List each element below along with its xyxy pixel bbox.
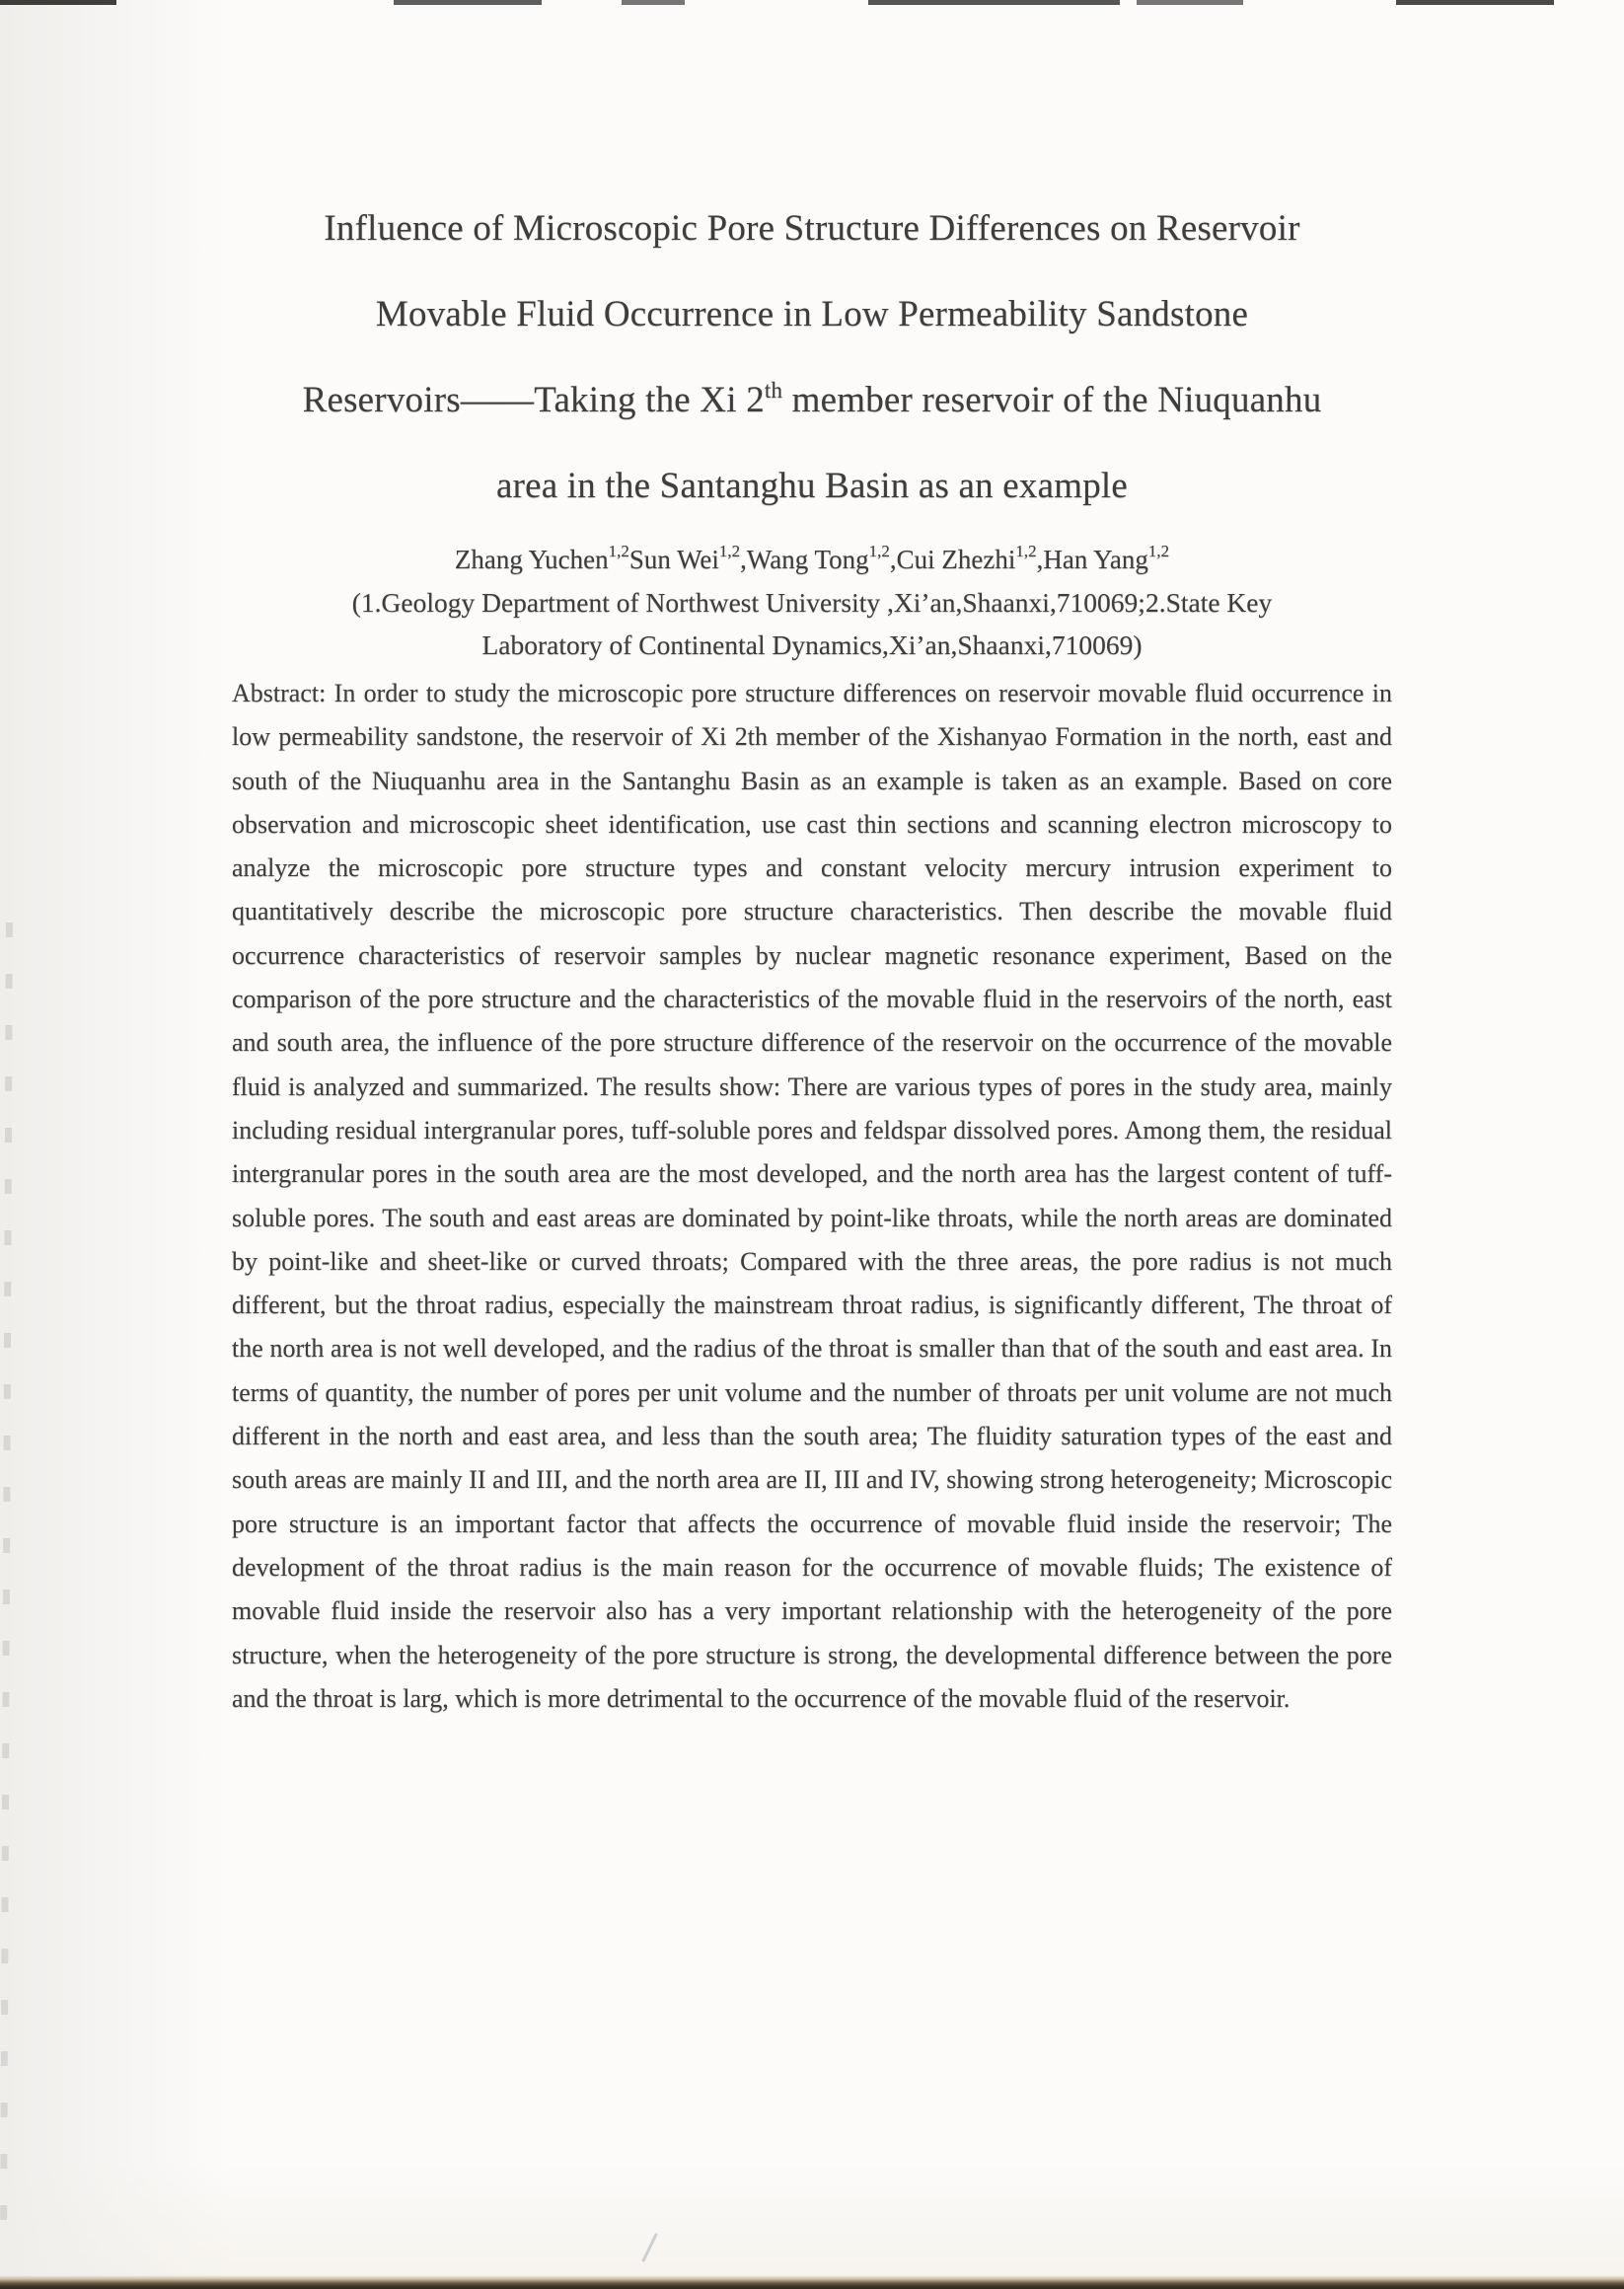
abstract-paragraph xyxy=(232,672,1392,1721)
author-separator: , xyxy=(740,545,747,574)
author-name: Sun Wei xyxy=(628,545,719,574)
author-separator: , xyxy=(1036,545,1044,574)
scan-artifact-bottom-edge xyxy=(0,2275,1624,2289)
abstract-text: In order to study the microscopic pore structure differences on reservoir movable fluid occurrence in low permeability sandstone, the reservoir of Xi 2th member of the Xishanyao Formation in the north, east and south of the Niuquanhu area in the Santanghu Basin as an example is taken as an example. Based on core observation and microscopic sheet identification, use cast thin sections and scanning electron microscopy to analyze the microscopic pore structure types and constant velocity mercury intrusion experiment to quantitatively describe the microscopic pore structure characteristics. Then describe the movable fluid occurrence characteristics of reservoir samples by nuclear magnetic resonance experiment, Based on the comparison of the pore structure and the characteristics of the movable fluid in the reservoirs of the north, east and south area, the influence of the pore structure difference of the reservoir on the occurrence of the movable fluid is analyzed and summarized. The results show: There are various types of pores in the study area, mainly including residual intergranular pores, tuff-soluble pores and feldspar dissolved pores. Among them, the residual intergranular pores in the south area are the most developed, and the north area has the largest content of tuff-soluble pores. The south and east areas are dominated by point-like throats, while the north areas are dominated by point-like and sheet-like or curved throats; Compared with the three areas, the pore radius is not much different, but the throat radius, especially the mainstream throat radius, is significantly different, The throat of the north area is not well developed, and the radius of the throat is smaller than that of the south and east area. In terms of quantity, the number of pores per unit volume and the number of throats per unit volume are not much different in the north and east area, and less than the south area; The fluidity saturation types of the east and south areas are mainly II and III, and the north area are II, III and IV, showing strong heterogeneity; Microscopic pore structure is an important factor that affects the occurrence of movable fluid inside the reservoir; The development of the throat radius is the main reason for the occurrence of movable fluids; The existence of movable fluid inside the reservoir also has a very important relationship with the heterogeneity of the pore structure, when the heterogeneity of the pore structure is strong, the developmental difference between the pore and the throat is larg, which is more detrimental to the occurrence of the movable fluid of the reservoir. xyxy=(232,679,1392,1713)
author-affiliation-superscript: 1,2 xyxy=(1147,542,1170,560)
paper-title-line-3-text: member reservoir of the Niuquanhu xyxy=(782,380,1322,420)
paper-title-line-1: Influence of Microscopic Pore Structure Differences on Reservoir xyxy=(324,208,1300,249)
paper-title-line-4: area in the Santanghu Basin as an example xyxy=(495,466,1129,506)
author-name: Zhang Yuchen xyxy=(454,545,609,574)
author-affiliation-superscript: 1,2 xyxy=(1015,542,1037,560)
author xyxy=(628,542,747,574)
author xyxy=(454,542,629,574)
author-affiliation-superscript: 1,2 xyxy=(608,542,629,560)
abstract-label: Abstract: xyxy=(232,679,327,707)
paper-title xyxy=(0,185,1624,529)
affiliation-line-1: (1.Geology Department of Northwest University ,Xi’an,Shaanxi,710069;2.State Key xyxy=(351,587,1273,618)
author-name: Cui Zhezhi xyxy=(896,545,1016,574)
author xyxy=(746,542,897,574)
affiliation-line-2: Laboratory of Continental Dynamics,Xi’an,Shaanxi,710069) xyxy=(481,629,1143,660)
author-affiliation-superscript: 1,2 xyxy=(718,542,741,560)
paper-title-line-3-text: Reservoirs——Taking the Xi 2 xyxy=(302,380,765,420)
authors-line xyxy=(0,538,1624,581)
author-separator: , xyxy=(889,545,897,574)
paper-title-line-3 xyxy=(0,357,1624,443)
author-name: Wang Tong xyxy=(746,545,869,574)
author xyxy=(1043,542,1170,574)
author xyxy=(896,542,1044,574)
paper-title-ordinal-superscript: th xyxy=(764,378,783,403)
scan-artifact-pencil-mark xyxy=(641,2233,658,2262)
author-affiliation-superscript: 1,2 xyxy=(868,542,890,560)
affiliation xyxy=(0,581,1624,666)
paper-title-line-2: Movable Fluid Occurrence in Low Permeability Sandstone xyxy=(375,294,1249,334)
author-name: Han Yang xyxy=(1043,545,1148,574)
